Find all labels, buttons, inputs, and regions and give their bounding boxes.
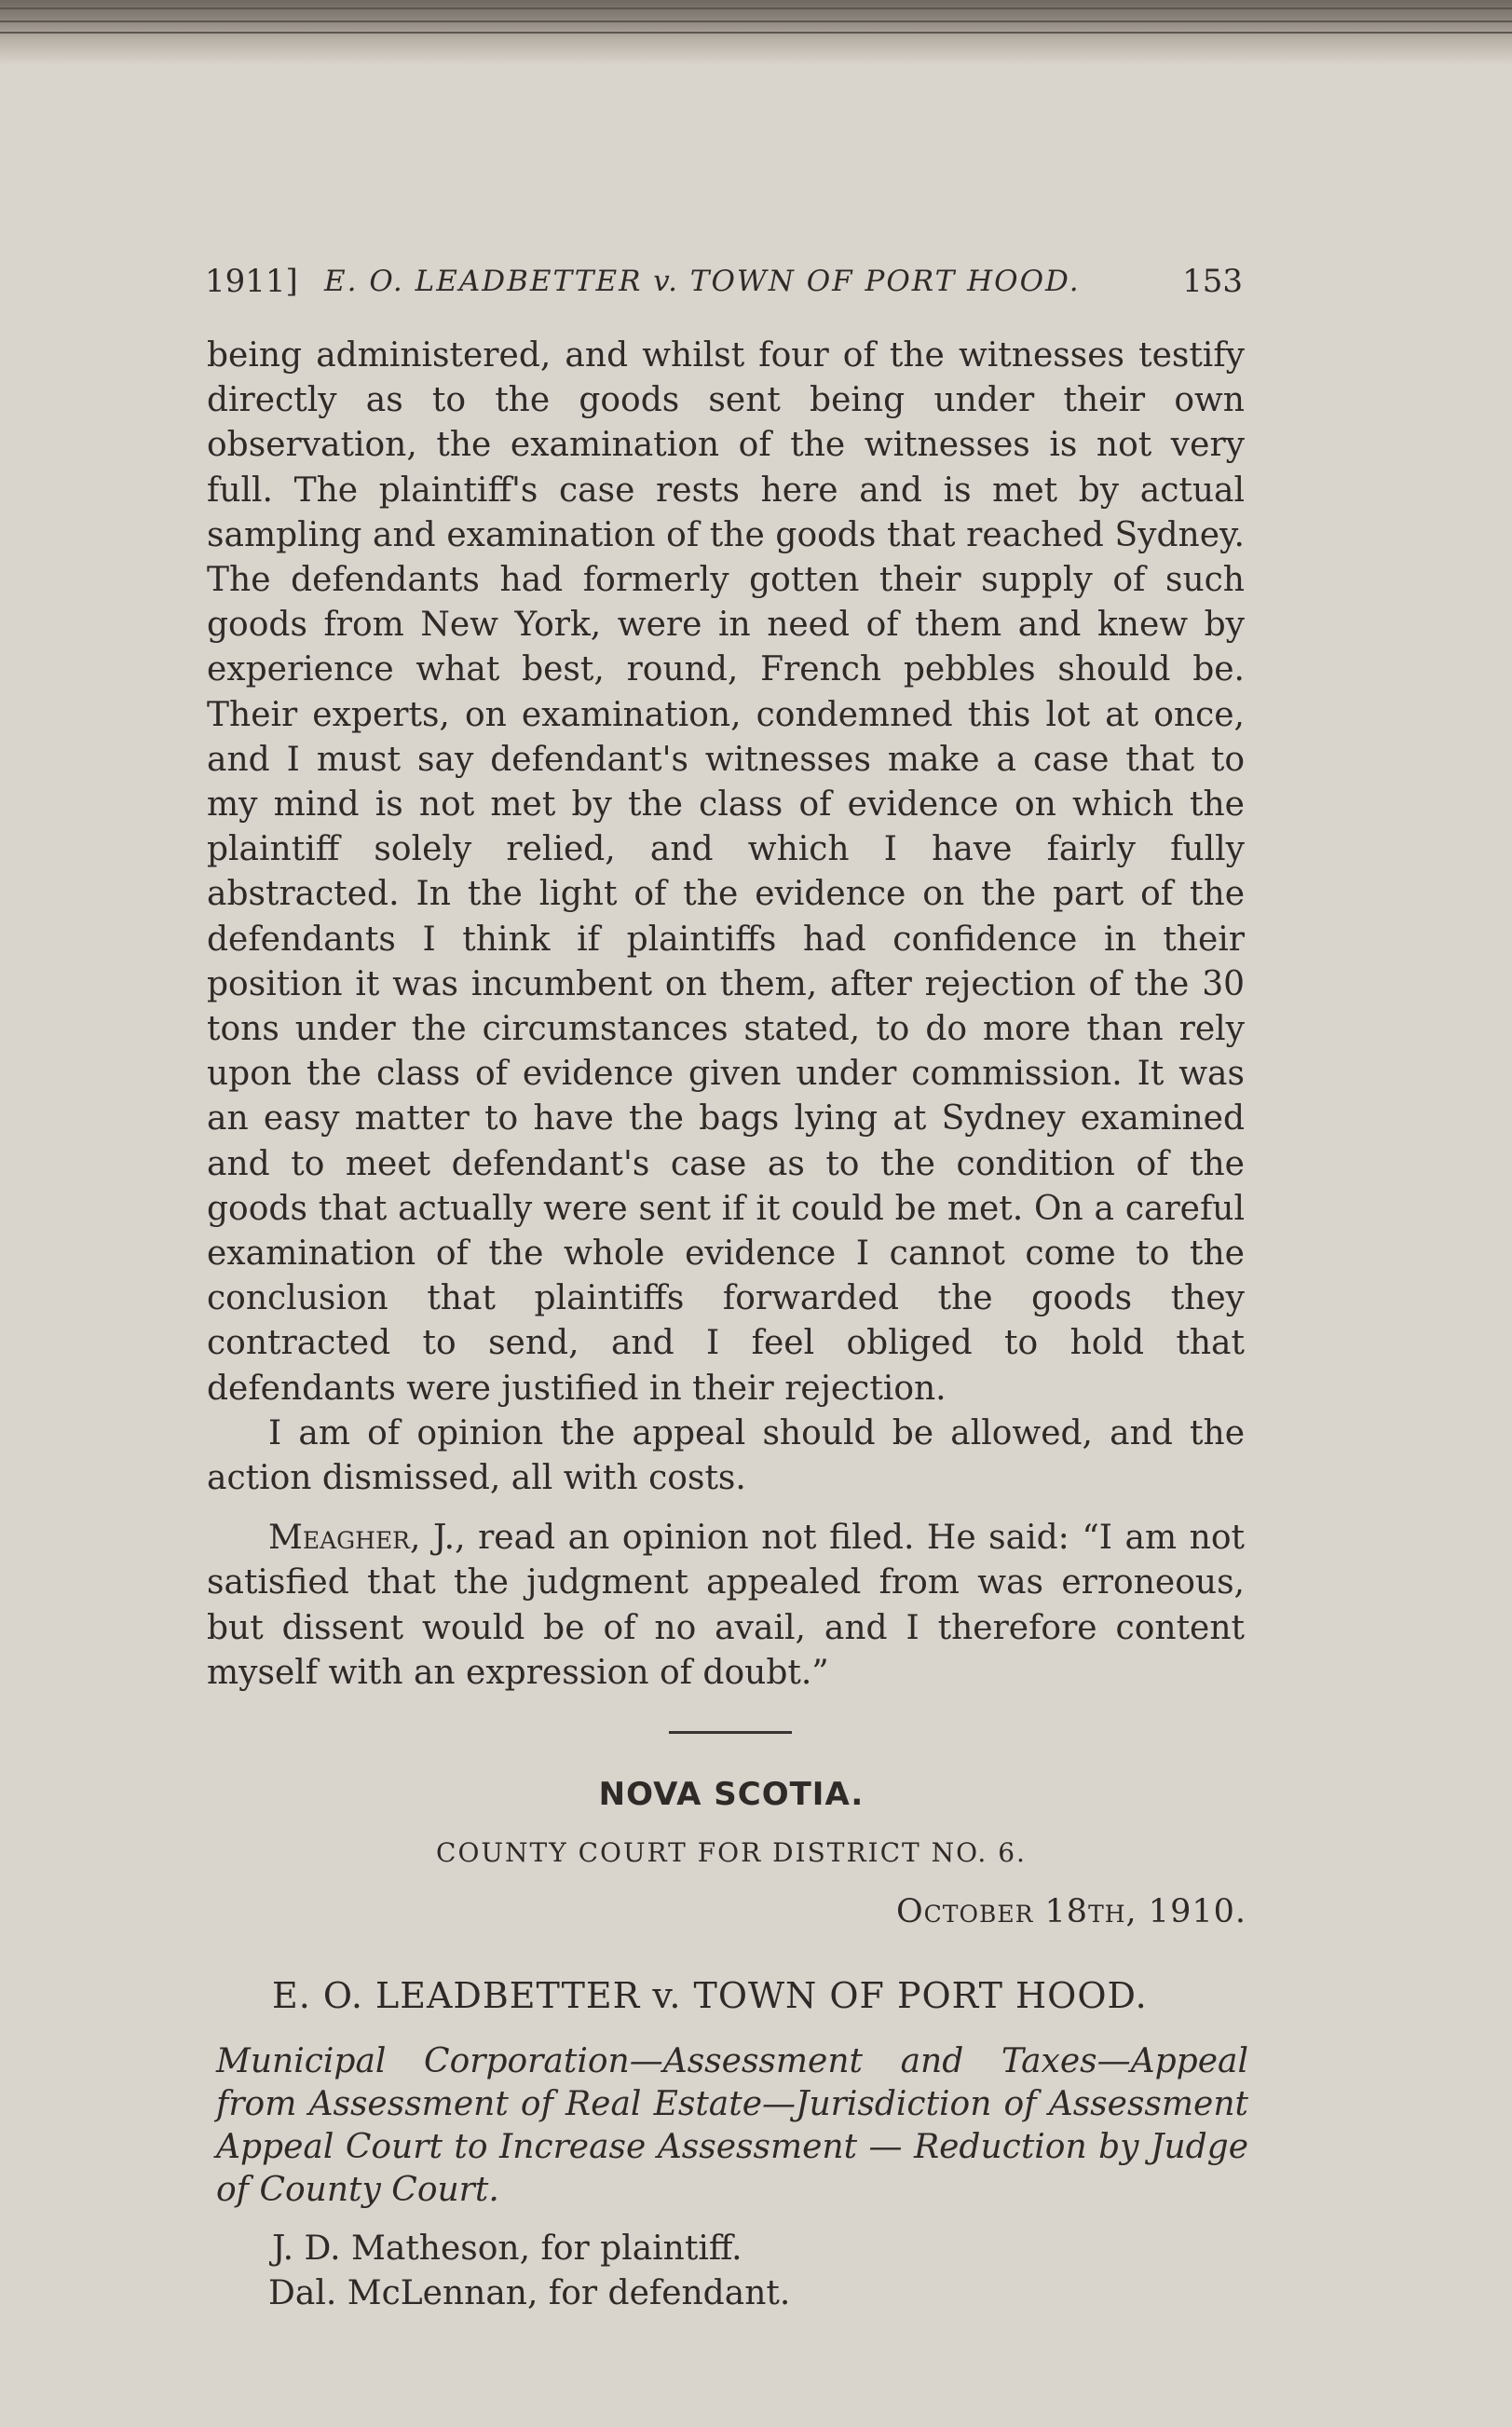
counsel-list (268, 2227, 1110, 2316)
judgment-text (207, 334, 1245, 1696)
judgment-paragraph: being administered, and whilst four of the witnesses testify directly as to the goods sent being under their own observation, the examination of the witnesses is not very full. The plaintiff's case rests here and is met by actual sampling and examination of the goods that reached Sydney. The defendants had formerly gotten their supply of such goods from New York, were in need of them and knew by experience what best, round, French pebbles should be. Their experts, on examination, condemned this lot at once, and I must say defendant's witnesses make a case that to my mind is not met by the class of evidence on which the plaintiff solely relied, and which I have fairly fully abstracted. In the light of the evidence on the part of the defendants I think if plaintiffs had confidence in their position it was incumbent on them, after rejection of the 30 tons under the circumstances stated, to do more than rely upon the class of evidence given under commission. It was an easy matter to have the bags lying at Sydney examined and to meet defendant's case as to the condition of the goods that actually were sent if it could be met. On a careful examination of the whole evidence I cannot come to the conclusion that plaintiffs forwarded the goods they contracted to send, and I feel obliged to hold that defendants were justified in their rejection. (207, 336, 1245, 1408)
counsel-plaintiff: J. D. Matheson, for plaintiff. (272, 2229, 742, 2268)
page-edge-line (0, 7, 1512, 9)
running-head (205, 263, 1243, 304)
running-head-title: E. O. LEADBETTER v. TOWN OF PORT HOOD. (324, 265, 1081, 298)
page-edge-line (0, 32, 1512, 34)
page-number: 153 (1182, 263, 1243, 300)
book-page-edge (0, 0, 1512, 65)
page-edge-line (0, 20, 1512, 22)
case-title: E. O. LEADBETTER v. TOWN OF PORT HOOD. (272, 1975, 1148, 2016)
judgment-paragraph: I am of opinion the appeal should be allowed, and the action dismissed, all with costs. (207, 1413, 1245, 1498)
court-heading: COUNTY COURT FOR DISTRICT NO. 6. (436, 1837, 1027, 1868)
judge-name: Meagher, J. (268, 1519, 456, 1558)
counsel-defendant: Dal. McLennan, for defendant. (268, 2274, 791, 2312)
headnote: Municipal Corporation—Assessment and Taxes—Appeal from Assessment of Real Estate—Jurisdiction of Assessment Appeal Court to Increase Assessment — Reduction by Judge of County Court. (216, 2042, 1248, 2209)
meagher-opinion (207, 1516, 1245, 1696)
running-head-year: 1911] (205, 263, 298, 300)
province-heading: NOVA SCOTIA. (598, 1776, 865, 1813)
meagher-opinion-text: , read an opinion not filed. He said: “I am not satisfied that the judgment appealed from was erroneous, but dissent would be of no avail, and I therefore content myself with an expression of doubt.” (207, 1519, 1246, 1692)
section-divider (669, 1731, 792, 1734)
judgment-date: October 18th, 1910. (895, 1893, 1246, 1930)
